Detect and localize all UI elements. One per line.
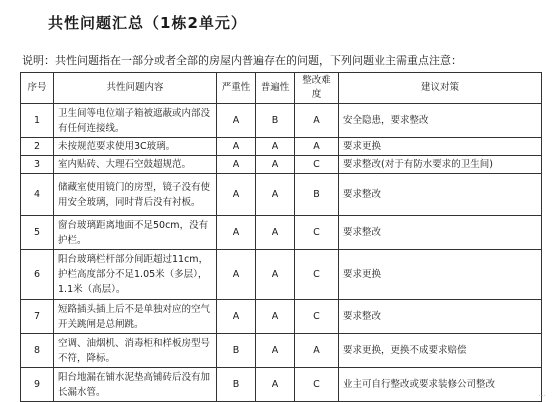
row-index: 3 xyxy=(21,156,54,174)
row-severity: A xyxy=(217,216,256,250)
row-index: 2 xyxy=(21,138,54,156)
table-header-row xyxy=(21,73,542,104)
row-suggestion: 要求更换 xyxy=(339,138,542,156)
header-prevalence: 普遍性 xyxy=(256,73,295,104)
row-issue: 室内贴砖、大理石空鼓超规范。 xyxy=(54,156,217,174)
table-row xyxy=(21,216,542,250)
row-difficulty: A xyxy=(295,138,339,156)
row-prevalence: A xyxy=(256,250,295,300)
row-severity: A xyxy=(217,300,256,334)
row-index: 5 xyxy=(21,216,54,250)
table-row xyxy=(21,156,542,174)
row-suggestion: 要求整改 xyxy=(339,300,542,334)
row-suggestion: 要求整改 xyxy=(339,216,542,250)
row-prevalence: A xyxy=(256,368,295,402)
description-text: 说明：共性问题指在一部分或者全部的房屋内普遍存在的问题，下列问题业主需重点注意： xyxy=(22,54,462,67)
row-severity: A xyxy=(217,104,256,138)
table-row xyxy=(21,250,542,300)
row-index: 1 xyxy=(21,104,54,138)
row-issue: 空调、油烟机、消毒柜和样板房型号不符，降标。 xyxy=(54,334,217,368)
row-prevalence: A xyxy=(256,300,295,334)
row-prevalence: A xyxy=(256,156,295,174)
row-difficulty: A xyxy=(295,334,339,368)
row-suggestion: 安全隐患，要求整改 xyxy=(339,104,542,138)
row-prevalence: A xyxy=(256,216,295,250)
row-index: 6 xyxy=(21,250,54,300)
row-severity: A xyxy=(217,156,256,174)
row-difficulty: C xyxy=(295,156,339,174)
row-difficulty: C xyxy=(295,250,339,300)
row-prevalence: A xyxy=(256,334,295,368)
row-severity: B xyxy=(217,334,256,368)
row-severity: A xyxy=(217,250,256,300)
row-issue: 阳台地漏在铺水泥垫高铺砖后没有加长漏水管。 xyxy=(54,368,217,402)
row-suggestion: 要求整改(对于有防水要求的卫生间) xyxy=(339,156,542,174)
row-issue: 储藏室使用镜门的房型，镜子没有使用安全玻璃，同时背后没有衬板。 xyxy=(54,174,217,216)
header-severity: 严重性 xyxy=(217,73,256,104)
row-index: 9 xyxy=(21,368,54,402)
watermark: ... xyxy=(538,389,546,398)
row-difficulty: C xyxy=(295,216,339,250)
row-index: 7 xyxy=(21,300,54,334)
row-issue: 阳台玻璃栏杆部分间距超过11cm，护栏高度部分不足1.05米（多层），1.1米（高层）。 xyxy=(54,250,217,300)
row-severity: A xyxy=(217,138,256,156)
header-suggestion: 建议对策 xyxy=(339,73,542,104)
row-issue: 短路插头插上后不是单独对应的空气开关跳闸是总闸跳。 xyxy=(54,300,217,334)
table-row xyxy=(21,334,542,368)
row-suggestion: 要求整改 xyxy=(339,174,542,216)
row-difficulty: C xyxy=(295,300,339,334)
header-issue: 共性问题内容 xyxy=(54,73,217,104)
page-title: 共性问题汇总（1栋2单元） xyxy=(48,14,247,32)
table-row xyxy=(21,104,542,138)
row-issue: 未按规范要求使用3C玻璃。 xyxy=(54,138,217,156)
table-row xyxy=(21,174,542,216)
header-difficulty: 整改难度 xyxy=(295,73,339,104)
table-row xyxy=(21,368,542,402)
row-suggestion: 要求更换，更换不成要求赔偿 xyxy=(339,334,542,368)
table-row xyxy=(21,300,542,334)
row-issue: 卫生间等电位端子箱被遮蔽或内部没有任何连接线。 xyxy=(54,104,217,138)
row-difficulty: A xyxy=(295,104,339,138)
row-difficulty: C xyxy=(295,368,339,402)
row-suggestion: 业主可自行整改或要求装修公司整改 xyxy=(339,368,542,402)
row-severity: A xyxy=(217,174,256,216)
row-prevalence: A xyxy=(256,174,295,216)
row-prevalence: B xyxy=(256,104,295,138)
issues-table xyxy=(20,72,542,402)
row-severity: B xyxy=(217,368,256,402)
row-difficulty: B xyxy=(295,174,339,216)
row-prevalence: A xyxy=(256,138,295,156)
row-suggestion: 要求更换 xyxy=(339,250,542,300)
row-index: 8 xyxy=(21,334,54,368)
row-index: 4 xyxy=(21,174,54,216)
row-issue: 窗台玻璃距离地面不足50cm，没有护栏。 xyxy=(54,216,217,250)
table-row xyxy=(21,138,542,156)
header-index: 序号 xyxy=(21,73,54,104)
